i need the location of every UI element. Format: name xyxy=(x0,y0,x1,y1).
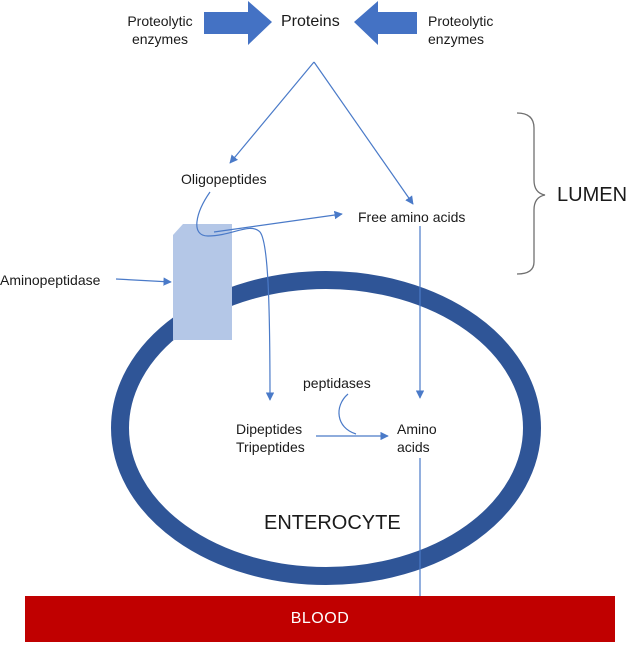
peptidases-label: peptidases xyxy=(303,375,371,391)
arrow-proteins-to-free-amino-acids xyxy=(314,62,413,204)
aminopeptidase-label: Aminopeptidase xyxy=(0,272,101,288)
enzymes-left-line1: Proteolytic xyxy=(127,13,193,29)
lumen-bracket xyxy=(517,113,545,274)
peptidases-curve xyxy=(339,394,356,434)
acids-text: acids xyxy=(397,439,430,455)
arrow-transporter-to-free-amino-acids xyxy=(214,214,342,232)
proteolytic-enzymes-left-label xyxy=(118,12,202,48)
left-block-arrow xyxy=(204,1,272,45)
arrow-proteins-to-oligopeptides xyxy=(230,62,314,163)
blood-bar xyxy=(25,596,615,642)
tripeptides-text: Tripeptides xyxy=(236,439,305,455)
right-block-arrow xyxy=(354,1,417,45)
enterocyte-label: ENTEROCYTE xyxy=(264,512,401,534)
proteins-label: Proteins xyxy=(281,13,340,30)
enzymes-left-line2: enzymes xyxy=(131,31,189,47)
enzymes-right-line1: Proteolytic xyxy=(428,13,494,29)
proteolytic-enzymes-right-label xyxy=(428,12,493,48)
dipeptides-text: Dipeptides xyxy=(236,421,303,437)
aminopeptidase-transporter xyxy=(173,224,232,340)
free-amino-acids-label: Free amino acids xyxy=(358,209,466,225)
amino-text: Amino xyxy=(397,421,437,437)
enzymes-right-line2: enzymes xyxy=(428,31,485,47)
arrow-aminopeptidase-label xyxy=(116,279,171,282)
lumen-label: LUMEN xyxy=(557,184,628,206)
oligopeptides-label: Oligopeptides xyxy=(181,171,267,187)
blood-label: BLOOD xyxy=(290,610,350,627)
amino-acids-label xyxy=(397,420,437,456)
di-tripeptides-label xyxy=(236,420,305,456)
